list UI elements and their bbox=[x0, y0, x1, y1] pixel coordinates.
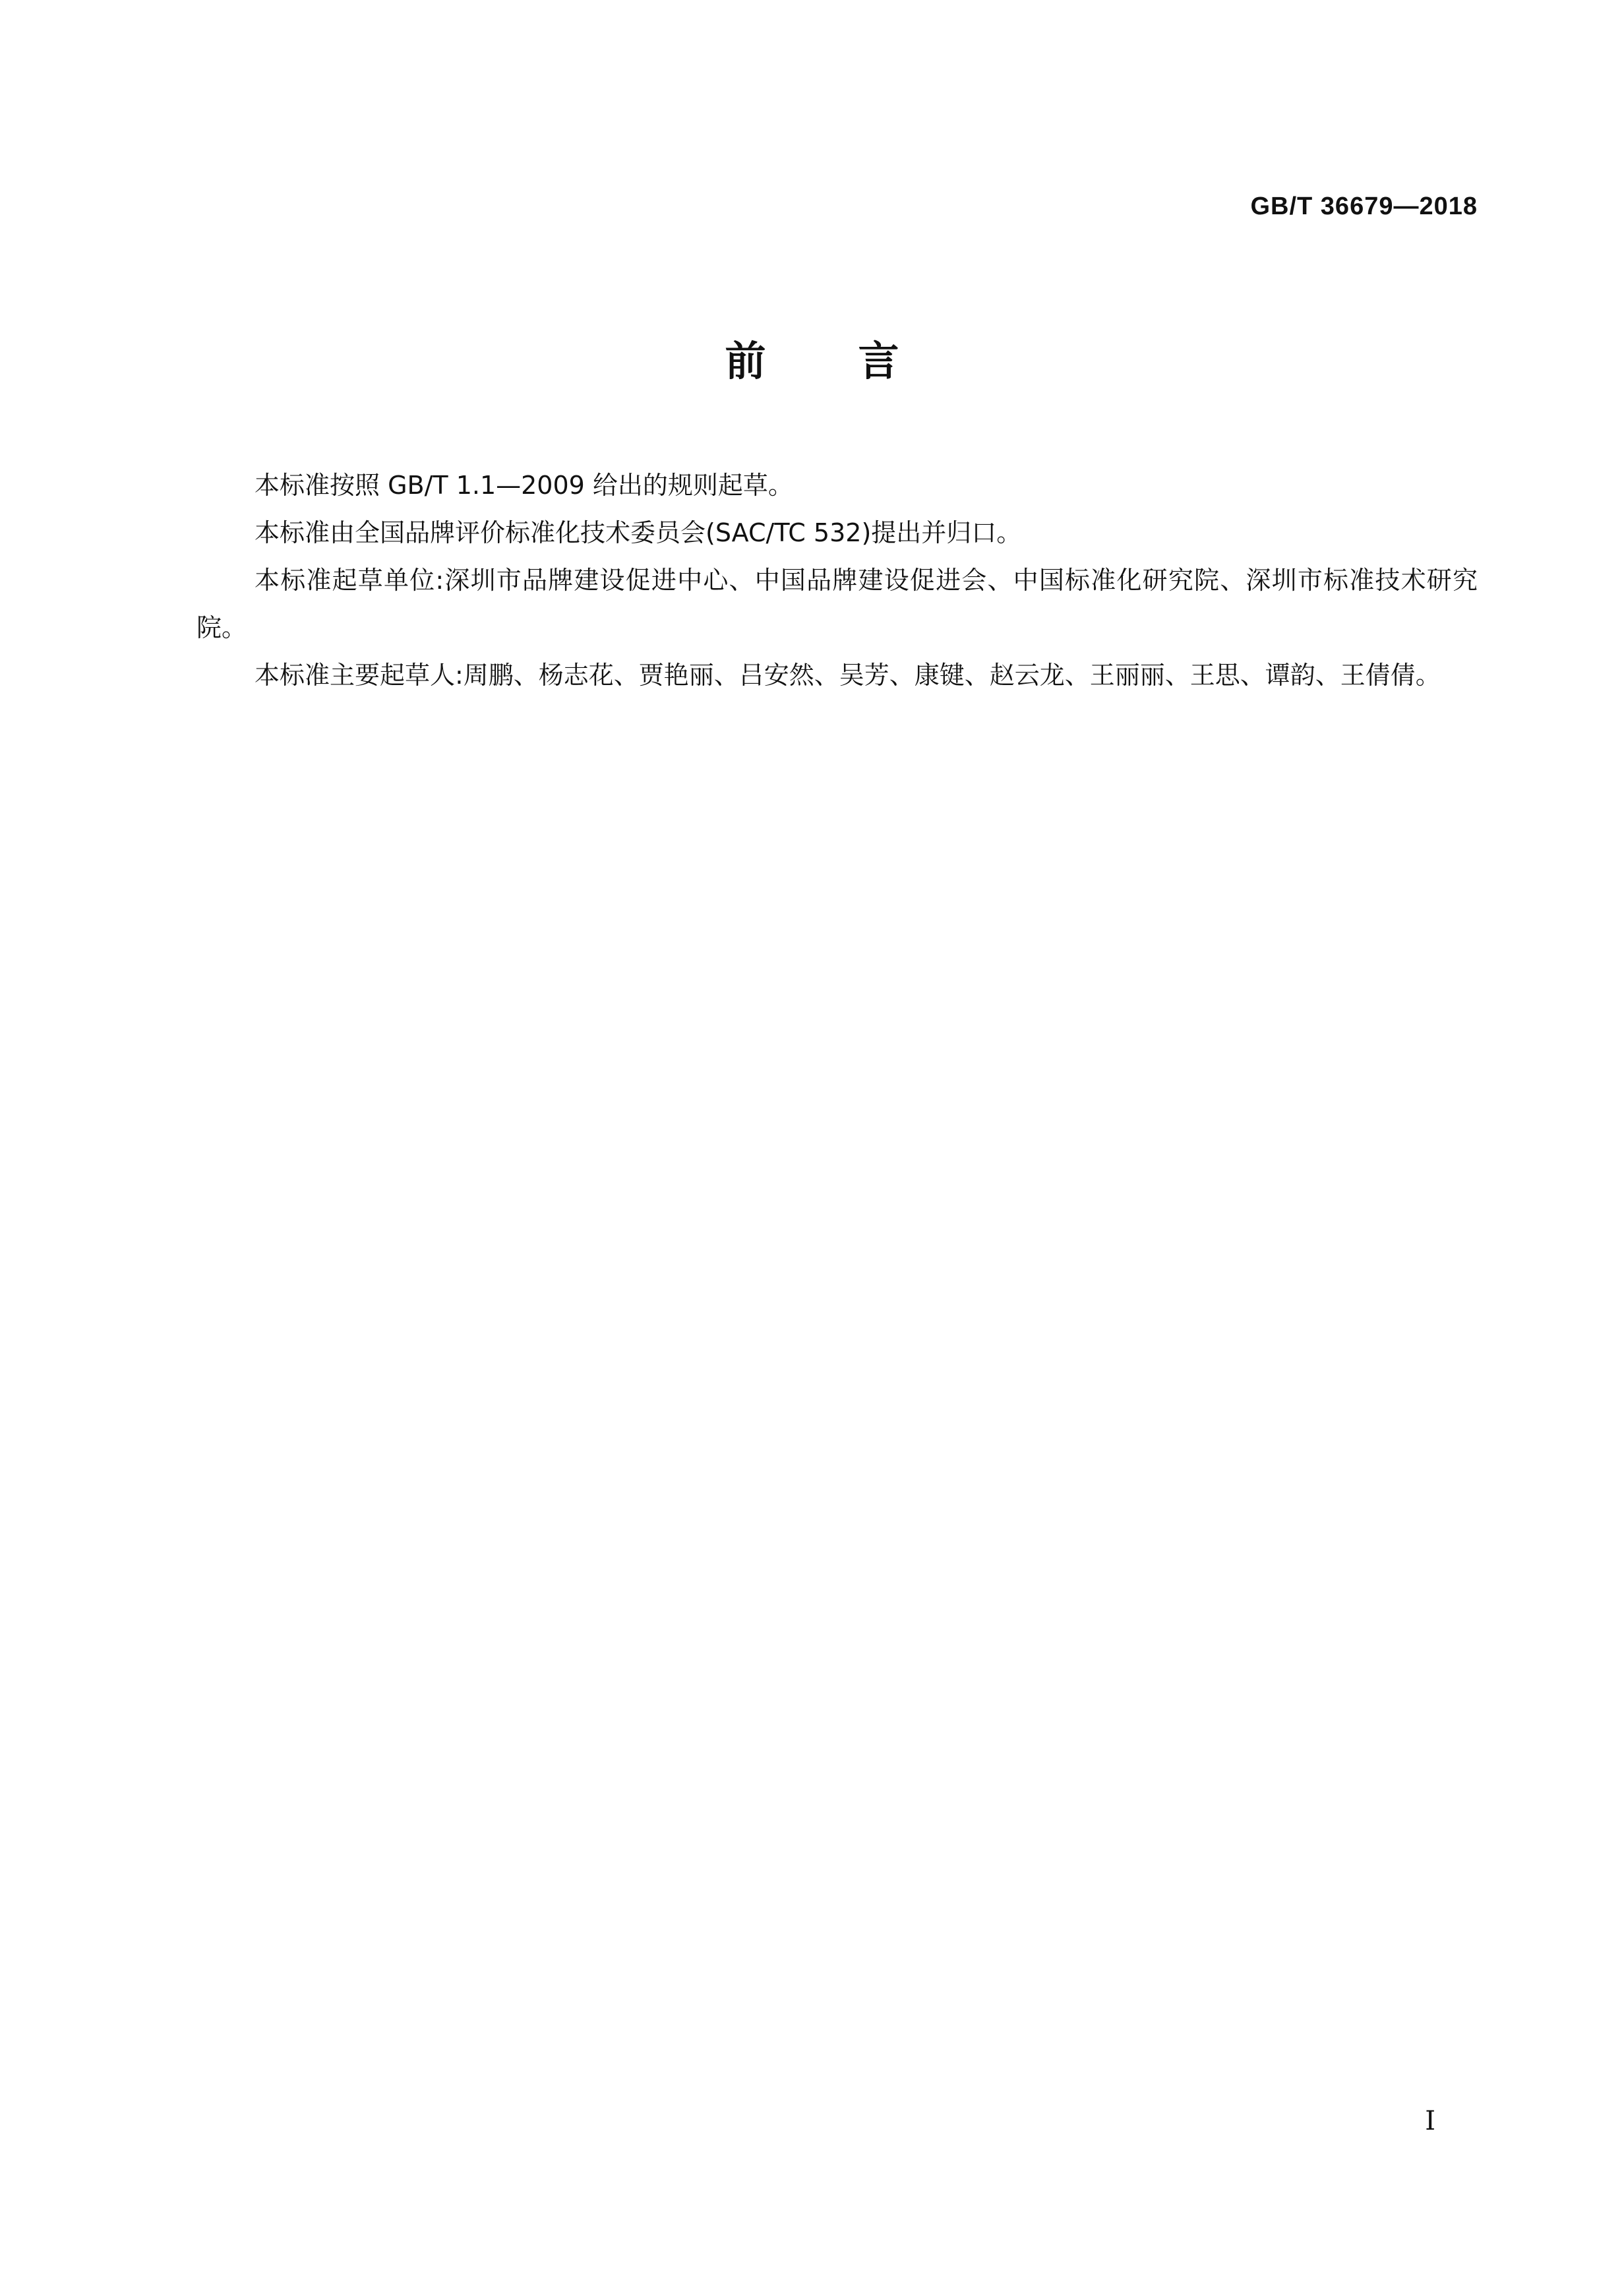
page-number: I bbox=[1425, 2106, 1435, 2136]
paragraph-proposer: 本标准由全国品牌评价标准化技术委员会(SAC/TC 532)提出并归口。 bbox=[255, 518, 1022, 547]
standard-code: GB/T 36679—2018 bbox=[1250, 193, 1478, 220]
paragraph-drafters: 本标准主要起草人:周鹏、杨志花、贾艳丽、吕安然、吴芳、康键、赵云龙、王丽丽、王思、谭韵、王倩倩。 bbox=[255, 661, 1441, 690]
paragraph-drafting-units: 本标准起草单位:深圳市品牌建设促进中心、中国品牌建设促进会、中国标准化研究院、深圳市标准技术研究院。 bbox=[196, 566, 1478, 642]
page-title: 前言 bbox=[725, 337, 992, 385]
paragraph-drafting-rules: 本标准按照 GB/T 1.1—2009 给出的规则起草。 bbox=[255, 471, 793, 500]
foreword-body bbox=[196, 462, 1478, 699]
